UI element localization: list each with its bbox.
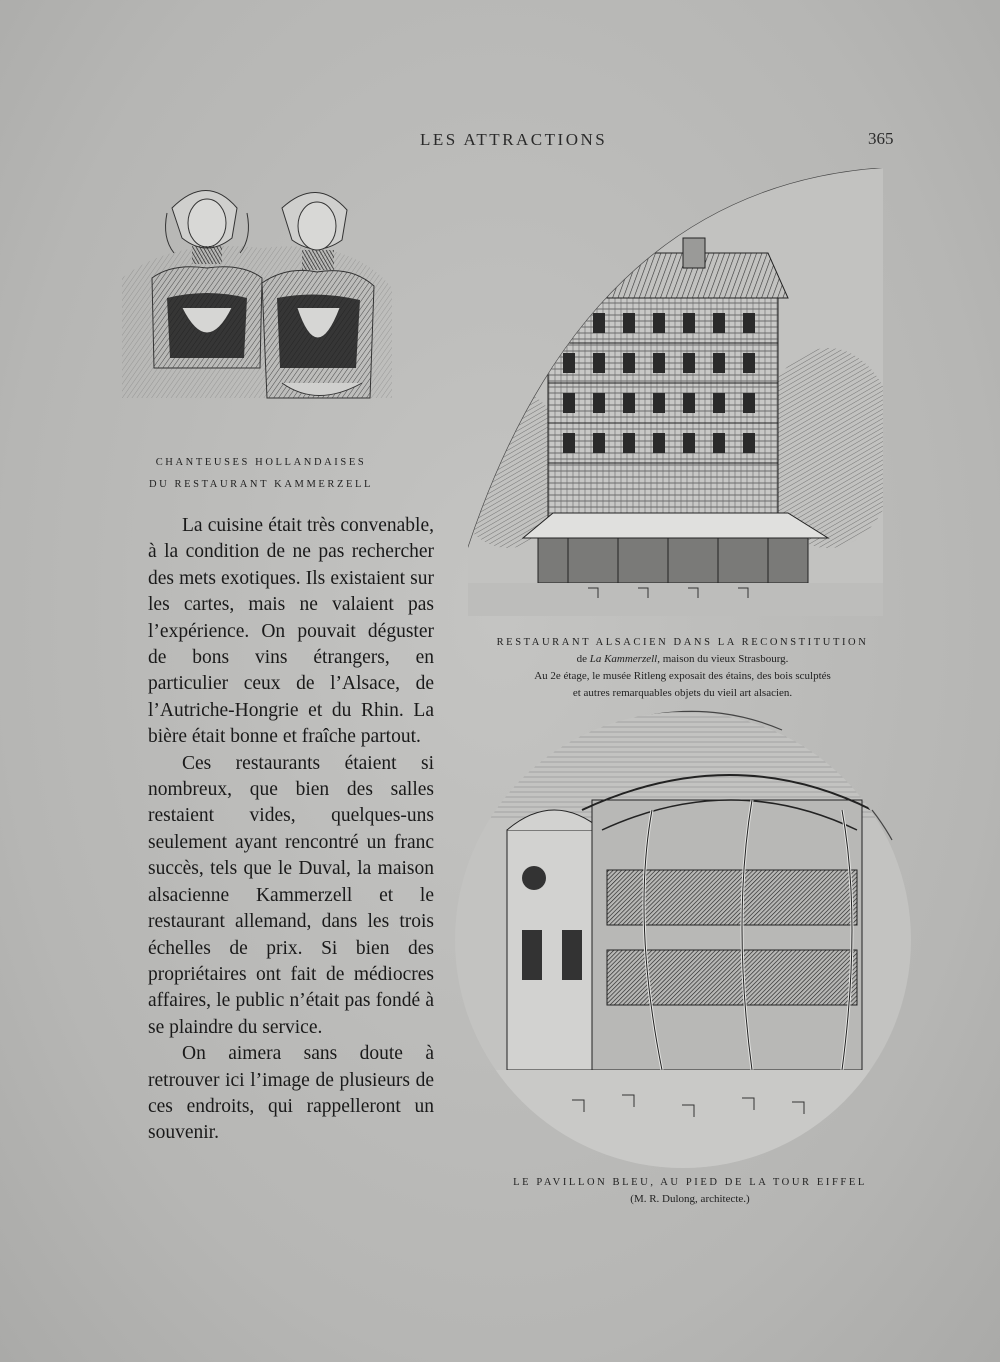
paragraph-1: La cuisine était très convenable, à la condition de ne pas rechercher des mets exotiques. Ils existaient sur les cartes, mais ne valaient pas l’expérience. On pouvait déguster de bons vins étrangers, en particulier ceux de l’Alsace, de l’Autriche-Hongrie et du Rhin. La bière était bonne et fraîche partout. [148,515,434,748]
kammerzell-caption-italic: La Kammerzell [589,653,658,665]
kammerzell-caption-line3: Au 2e étage, le musée Ritleng exposait des étains, des bois sculptés [534,670,831,682]
kammerzell-illustration [468,168,883,616]
kammerzell-caption [470,634,895,702]
singers-illustration [112,168,402,418]
paragraph-3: On aimera sans doute à retrouver ici l’image de plusieurs de ces endroits, qui rappelleront un souvenir. [148,1043,434,1144]
singers-caption [120,454,402,493]
pavillon-caption-line2: (M. R. Dulong, architecte.) [630,1193,750,1205]
paragraph-2: Ces restaurants étaient si nombreux, que bien des salles restaient vides, quelques-uns seulement ayant rencontré un franc succès, tels que le Duval, la maison alsacienne Kammerzell et le restaurant allemand, dans les trois échelles de prix. Si bien des propriétaires ont fait de médiocres affaires, le public n’était pas fondé à se plaindre du service. [148,752,434,1038]
kammerzell-caption-title: RESTAURANT ALSACIEN DANS LA RECONSTITUTION [496,637,869,648]
running-header: LES ATTRACTIONS [420,130,608,149]
pavillon-caption [480,1174,900,1208]
pavillon-caption-title: LE PAVILLON BLEU, AU PIED DE LA TOUR EIFFEL [513,1177,867,1188]
body-text-column [148,513,434,1147]
singers-caption-line2: DU RESTAURANT KAMMERZELL [148,479,374,490]
pavillon-bleu-illustration [452,700,914,1170]
singers-caption-line1: CHANTEUSES HOLLANDAISES [155,457,367,468]
page-number: 365 [868,129,894,148]
kammerzell-caption-prefix: de [576,653,590,665]
kammerzell-caption-suffix: , maison du vieux Strasbourg. [657,653,789,665]
kammerzell-caption-line2 [470,651,895,668]
kammerzell-caption-line4: et autres remarquables objets du vieil art alsacien. [572,687,793,699]
